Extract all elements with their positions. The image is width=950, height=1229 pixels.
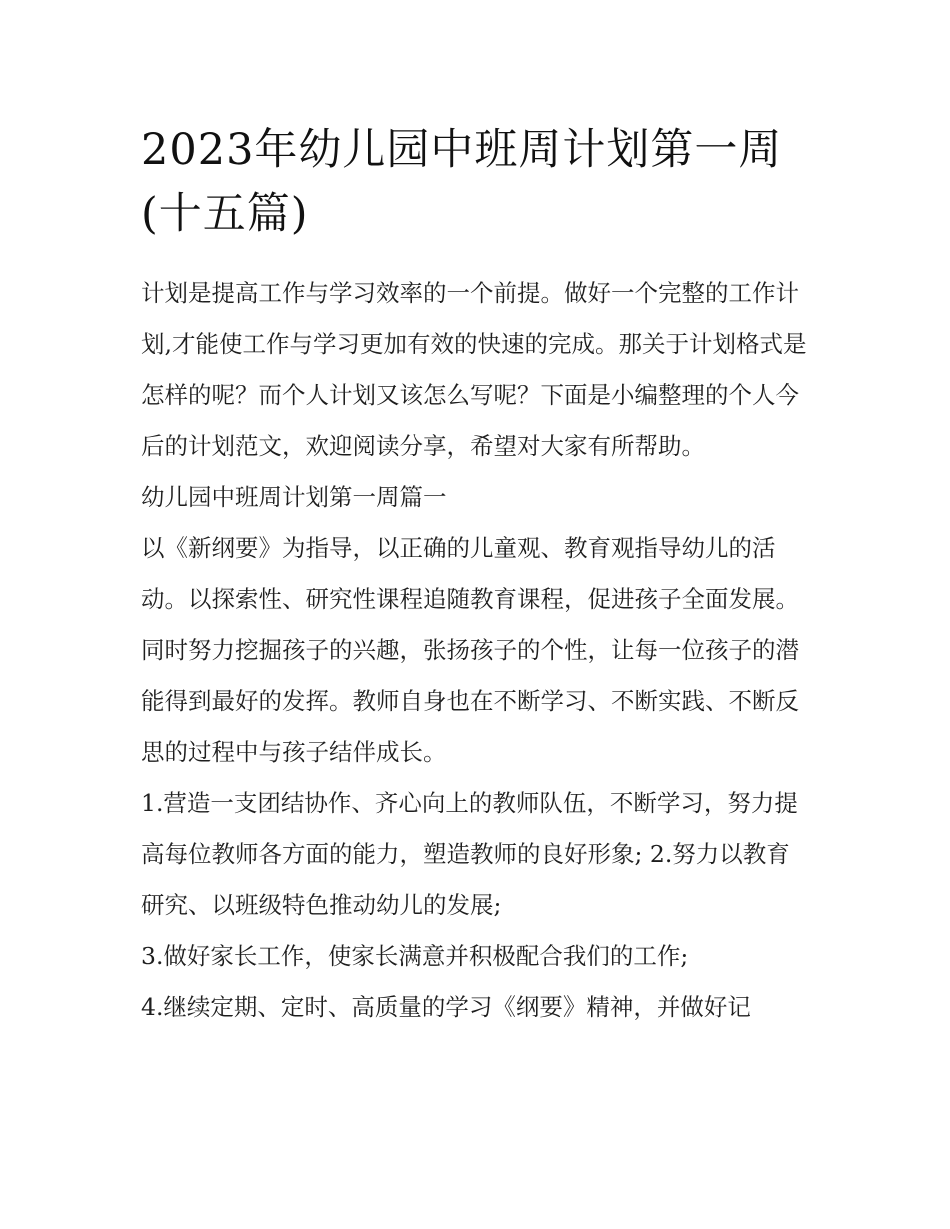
list-item-4: 4.继续定期、定时、高质量的学习《纲要》精神，并做好记 [141, 993, 751, 1021]
intro-paragraph: 计划是提高工作与学习效率的一个前提。做好一个完整的工作计划,才能使工作与学习更加有效的快速的完成。那关于计划格式是怎样的呢？而个人计划又该怎么写呢？下面是小编整理的个人今后的计划范文，欢迎阅读分享，希望对大家有所帮助。 [141, 279, 807, 460]
list-item-3: 3.做好家长工作，使家长满意并积极配合我们的工作; [141, 942, 689, 970]
section-heading: 幼儿园中班周计划第一周篇一 [141, 483, 447, 511]
list-item-1-2: 1.营造一支团结协作、齐心向上的教师队伍，不断学习，努力提高每位教师各方面的能力，塑造教师的良好形象; 2.努力以教育研究、以班级特色推动幼儿的发展; [141, 789, 798, 919]
guiding-paragraph: 以《新纲要》为指导，以正确的儿童观、教育观指导幼儿的活动。以探索性、研究性课程追随教育课程，促进孩子全面发展。同时努力挖掘孩子的兴趣，张扬孩子的个性，让每一位孩子的潜能得到最好的发挥。教师自身也在不断学习、不断实践、不断反思的过程中与孩子结伴成长。 [141, 534, 799, 766]
document-title: 2023年幼儿园中班周计划第一周(十五篇) [141, 125, 783, 239]
document-body [141, 118, 813, 1033]
